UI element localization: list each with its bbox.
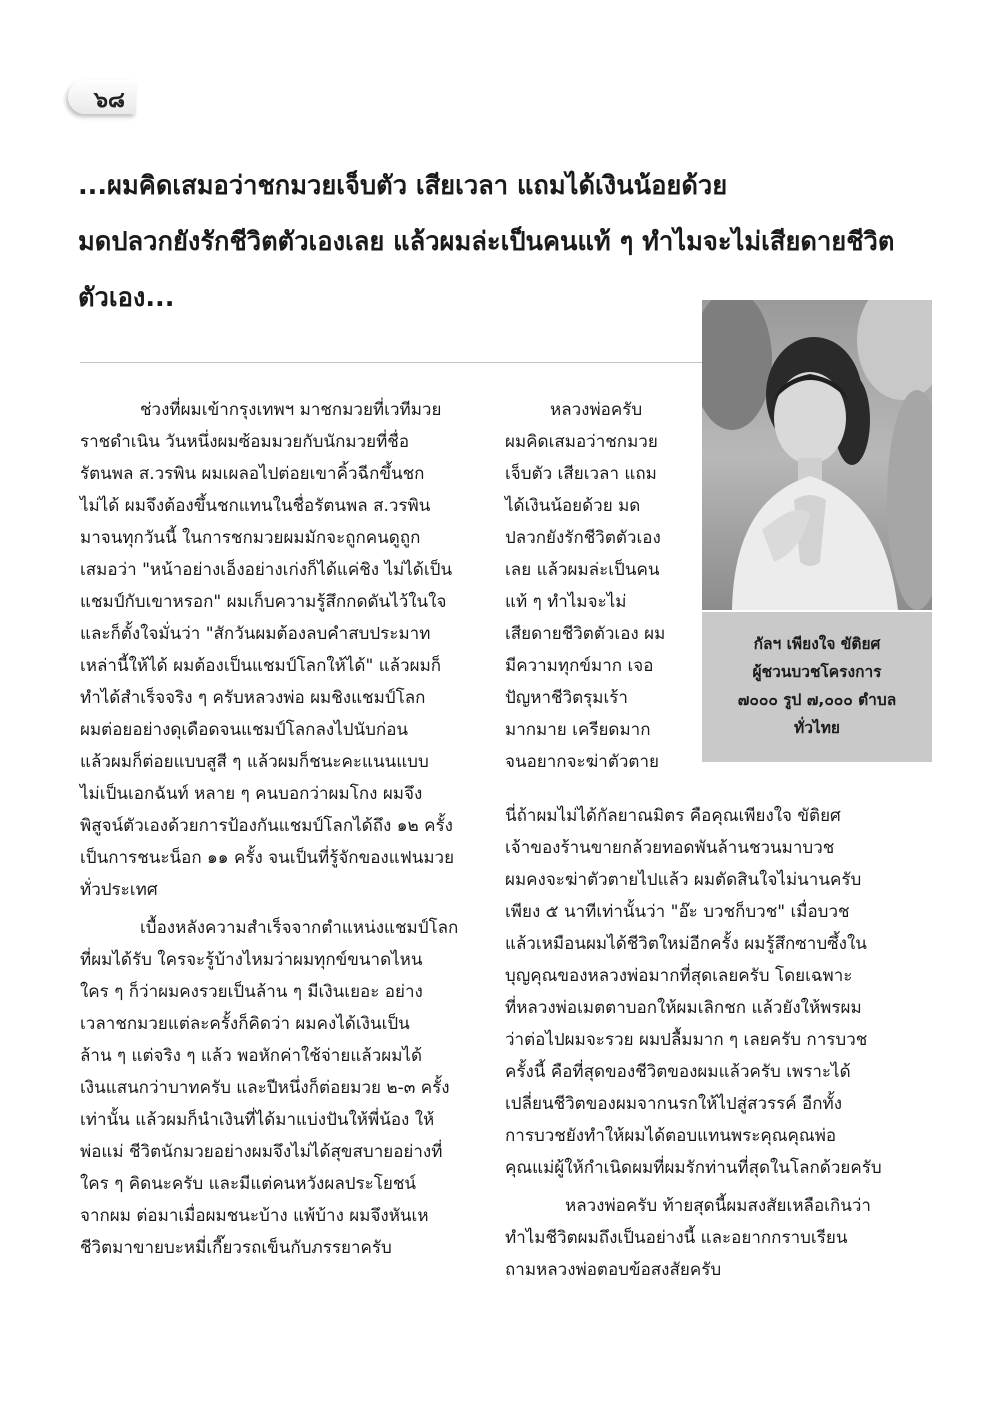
text-line: มากมาย เครียดมาก	[505, 720, 651, 740]
text-line: ช่วงที่ผมเข้ากรุงเทพฯ มาชกมวยที่เวทีมวย	[140, 400, 442, 420]
portrait-illustration	[702, 300, 932, 610]
text-line: นี่ถ้าผมไม่ได้กัลยาณมิตร คือคุณเพียงใจ ขัติยศ	[505, 806, 841, 826]
text-line: ไม่เป็นเอกฉันท์ หลาย ๆ คนบอกว่าผมโกง ผมจึง	[80, 784, 423, 804]
text-line: เจ้าของร้านขายกล้วยทอดพันล้านชวนมาบวช	[505, 838, 835, 858]
text-line: ทำได้สำเร็จจริง ๆ ครับหลวงพ่อ ผมชิงแชมป์โลก	[80, 688, 426, 708]
text-line: บุญคุณของหลวงพ่อมากที่สุดเลยครับ โดยเฉพาะ	[505, 966, 853, 986]
text-line: ผมต่อยอย่างดุเดือดจนแชมป์โลกลงไปนับก่อน	[80, 720, 409, 740]
page-number: ๖๘	[94, 88, 125, 113]
text-line: เท่านั้น แล้วผมก็นำเงินที่ได้มาแบ่งปันให้พี่น้อง ให้	[80, 1110, 435, 1130]
text-line: ผมคิดเสมอว่าชกมวย	[505, 432, 658, 452]
text-line: ทั่วประเทศ	[80, 880, 158, 900]
text-line: มาจนทุกวันนี้ ในการชกมวยผมมักจะถูกคนดูถูก	[80, 528, 421, 548]
text-line: การบวชยังทำให้ผมได้ตอบแทนพระคุณคุณพ่อ	[505, 1126, 837, 1146]
paragraph	[505, 800, 900, 1184]
text-line: เสียดายชีวิตตัวเอง ผม	[505, 624, 666, 644]
text-line: และก็ตั้งใจมั่นว่า "สักวันผมต้องลบคำสบประมาท	[80, 624, 431, 644]
text-line: จนอยากจะฆ่าตัวตาย	[505, 752, 659, 772]
photo-caption	[702, 612, 932, 762]
text-line: เวลาชกมวยแต่ละครั้งก็คิดว่า ผมคงได้เงินเป็น	[80, 1014, 410, 1034]
left-column	[80, 394, 470, 1270]
paragraph	[80, 912, 470, 1264]
caption-line: ทั่วไทย	[793, 719, 840, 737]
caption-line: กัลฯ เพียงใจ ขัติยศ	[753, 635, 881, 653]
text-line: เปลี่ยนชีวิตของผมจากนรกให้ไปสู่สวรรค์ อีกทั้ง	[505, 1094, 843, 1114]
text-line: เบื้องหลังความสำเร็จจากตำแหน่งแชมป์โลก	[140, 918, 459, 938]
text-line: ที่ผมได้รับ ใครจะรู้บ้างไหมว่าผมทุกข์ขนาดไหน	[80, 950, 423, 970]
text-line: เพียง ๕ นาทีเท่านั้นว่า "อ๊ะ บวชก็บวช" เมื่อบวช	[505, 902, 850, 922]
text-line: มีความทุกข์มาก เจอ	[505, 656, 654, 676]
text-line: คุณแม่ผู้ให้กำเนิดผมที่ผมรักท่านที่สุดในโลกด้วยครับ	[505, 1158, 882, 1178]
text-line: ได้เงินน้อยด้วย มด	[505, 496, 641, 516]
text-line: เงินแสนกว่าบาทครับ และปีหนึ่งก็ต่อยมวย ๒-๓ ครั้ง	[80, 1078, 450, 1098]
text-line: ทำไมชีวิตผมถึงเป็นอย่างนี้ และอยากกราบเรียน	[505, 1228, 848, 1248]
text-line: พิสูจน์ตัวเองด้วยการป้องกันแชมป์โลกได้ถึง ๑๒ ครั้ง	[80, 816, 453, 836]
text-line: ใคร ๆ ก็ว่าผมคงรวยเป็นล้าน ๆ มีเงินเยอะ อย่าง	[80, 982, 423, 1002]
text-line: ครั้งนี้ คือที่สุดของชีวิตของผมแล้วครับ เพราะได้	[505, 1062, 851, 1082]
headline-line: ...ผมคิดเสมอว่าชกมวยเจ็บตัว เสียเวลา แถมได้เงินน้อยด้วย	[78, 171, 728, 201]
text-line: เหล่านี้ให้ได้ ผมต้องเป็นแชมป์โลกให้ได้" แล้วผมก็	[80, 656, 442, 676]
text-line: ราชดำเนิน วันหนึ่งผมซ้อมมวยกับนักมวยที่ชื่อ	[80, 432, 410, 452]
text-line: แท้ ๆ ทำไมจะไม่	[505, 592, 627, 612]
text-line: แชมป์กับเขาหรอก" ผมเก็บความรู้สึกกดดันไว้ในใจ	[80, 592, 447, 612]
text-line: พ่อแม่ ชีวิตนักมวยอย่างผมจึงไม่ได้สุขสบายอย่างที่	[80, 1142, 443, 1162]
paragraph	[505, 1190, 900, 1286]
text-line: จากผม ต่อมาเมื่อผมชนะบ้าง แพ้บ้าง ผมจึงหันเห	[80, 1206, 429, 1226]
caption-line: ผู้ชวนบวชโครงการ	[752, 663, 882, 681]
text-line: ใคร ๆ คิดนะครับ และมีแต่คนหวังผลประโยชน์	[80, 1174, 417, 1194]
text-line: หลวงพ่อครับ ท้ายสุดนี้ผมสงสัยเหลือเกินว่า	[565, 1196, 871, 1216]
text-line: รัตนพล ส.วรพิน ผมเผลอไปต่อยเขาคิ้วฉีกขึ้นชก	[80, 464, 425, 484]
paragraph	[80, 394, 470, 906]
text-line: ปลวกยังรักชีวิตตัวเอง	[505, 528, 661, 548]
text-line: แล้วผมก็ต่อยแบบสูสี ๆ แล้วผมก็ชนะคะแนนแบบ	[80, 752, 429, 772]
right-column-top	[505, 394, 685, 778]
text-line: แล้วเหมือนผมได้ชีวิตใหม่อีกครั้ง ผมรู้สึกซาบซึ้งใน	[505, 934, 867, 954]
caption-line: ๗๐๐๐ รูป ๗,๐๐๐ ตำบล	[737, 691, 897, 709]
text-line: ล้าน ๆ แต่จริง ๆ แล้ว พอหักค่าใช้จ่ายแล้วผมได้	[80, 1046, 422, 1066]
text-line: ว่าต่อไปผมจะรวย ผมปลื้มมาก ๆ เลยครับ การบวช	[505, 1030, 868, 1050]
right-column-bottom	[505, 800, 900, 1292]
section-divider	[80, 362, 702, 363]
headline-line: ตัวเอง...	[78, 283, 175, 313]
portrait-photo	[702, 300, 932, 610]
text-line: ที่หลวงพ่อเมตตาบอกให้ผมเลิกชก แล้วยังให้พรผม	[505, 998, 862, 1018]
text-line: ผมคงจะฆ่าตัวตายไปแล้ว ผมตัดสินใจไม่นานครับ	[505, 870, 862, 890]
text-line: เลย แล้วผมล่ะเป็นคน	[505, 560, 660, 580]
text-line: เป็นการชนะน็อก ๑๑ ครั้ง จนเป็นที่รู้จักของแฟนมวย	[80, 848, 455, 868]
text-line: เจ็บตัว เสียเวลา แถม	[505, 464, 657, 484]
text-line: ปัญหาชีวิตรุมเร้า	[505, 688, 628, 708]
headline-line: มดปลวกยังรักชีวิตตัวเองเลย แล้วผมล่ะเป็นคนแท้ ๆ ทำไมจะไม่เสียดายชีวิต	[78, 227, 895, 257]
text-line: ไม่ได้ ผมจึงต้องขึ้นชกแทนในชื่อรัตนพล ส.วรพิน	[80, 496, 431, 516]
text-line: หลวงพ่อครับ	[550, 400, 643, 420]
text-line: ถามหลวงพ่อตอบข้อสงสัยครับ	[505, 1260, 722, 1280]
text-line: เสมอว่า "หน้าอย่างเอ็งอย่างเก่งก็ได้แค่ชิง ไม่ได้เป็น	[80, 560, 453, 580]
text-line: ชีวิตมาขายบะหมี่เกี๊ยวรถเข็นกับภรรยาครับ	[80, 1238, 392, 1258]
